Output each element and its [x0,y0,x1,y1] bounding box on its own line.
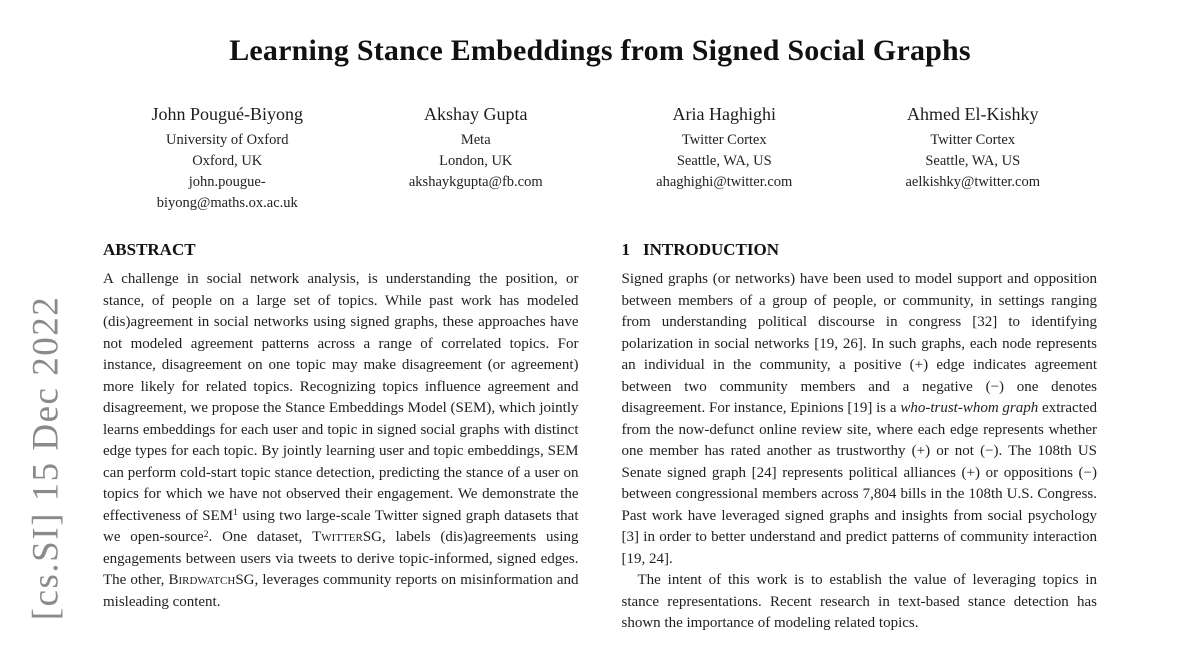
left-column [103,240,579,635]
author-affiliation-line: Meta [460,132,491,148]
author-affiliation-line: Seattle, WA, US [925,153,1021,170]
author-name: Aria Haghighi [672,104,776,124]
author-affiliation-line: Twitter Cortex [930,132,1016,148]
author-affiliation-line: London, UK [439,153,513,170]
page-title: Learning Stance Embeddings from Signed Social Graphs [229,34,971,67]
section-number: 1 [621,240,630,260]
author-email-line: aelkishky@twitter.com [905,174,1041,191]
abstract-heading: ABSTRACT [103,240,196,260]
arxiv-watermark-label: [cs.SI] 15 Dec 2022 [25,295,67,621]
introduction-paragraph-1: Signed graphs (or networks) have been used to model support and opposition between members of a group of people, or community, in settings ranging from understanding political discourse in congress [32] to identifying polarization in social networks [19, 26]. In such graphs, each node represents an individual in the community, a positive (+) edge indicates agreement between two community members and a negative (−) one denotes disagreement. For instance, Epinions [19] is a who-trust-whom graph extracted from the now-defunct online review site, where each edge represents whether one member has rated another as trustworthy (+) or not (−). The 108th US Senate signed graph [24] represents political alliances (+) or oppositions (−) between congressional members across 7,804 bills in the 108th U.S. Congress. Past work have leveraged signed graphs and insights from social psychology [3] in order to better understand and predict patterns of community interaction [19, 24]. [621,271,1097,567]
author-affiliation-line: Twitter Cortex [681,132,767,148]
author-name: Akshay Gupta [424,104,528,124]
author-name: Ahmed El-Kishky [907,104,1039,124]
introduction-paragraph-2: The intent of this work is to establish the value of leveraging topics in stance representations. Recent research in text-based stance detection has shown the importance of modeling related topics. [621,572,1097,632]
author-affiliation-line: Oxford, UK [192,153,263,170]
author-block-3 [600,104,849,214]
author-block-4 [849,104,1098,214]
authors-row [103,104,1097,214]
author-affiliation-line: Seattle, WA, US [676,153,772,170]
author-email-line: akshaykgupta@fb.com [408,174,543,191]
paper-page [103,0,1097,648]
author-block-2 [352,104,601,214]
two-column-body [103,240,1097,635]
section-title: INTRODUCTION [643,240,780,260]
right-column [622,240,1098,635]
introduction-heading [622,240,1098,260]
author-email-line: ahaghighi@twitter.com [656,174,793,191]
author-block-1 [103,104,352,214]
author-name: John Pougué-Biyong [151,104,303,124]
author-email-line: biyong@maths.ox.ac.uk [156,195,298,212]
author-affiliation-line: University of Oxford [166,132,289,148]
author-email-line: john.pougue- [188,174,266,191]
abstract-paragraph: A challenge in social network analysis, is understanding the position, or stance, of people on a large set of topics. While past work has modeled (dis)agreement in social networks using signed graphs, these approaches have not modeled agreement patterns across a range of correlated topics. For instance, disagreement on one topic may make disagreement (or agreement) more likely for related topics. Recognizing topics influence agreement and disagreement, we propose the Stance Embeddings Model (SEM), which jointly learns embeddings for each user and topic in signed social graphs with distinct edge types for each topic. By jointly learning user and topic embeddings, SEM can perform cold-start topic stance detection, predicting the stance of a user on topics for which we have not observed their engagement. We demonstrate the effectiveness of SEM$^1$ using two large-scale Twitter signed graph datasets that we open-source$^2$. One dataset, TwitterSG, labels (dis)agreements using engagements between users via tweets to derive topic-informed, signed edges. The other, BirdwatchSG, leverages community reports on misinformation and misleading content. [103,271,579,610]
